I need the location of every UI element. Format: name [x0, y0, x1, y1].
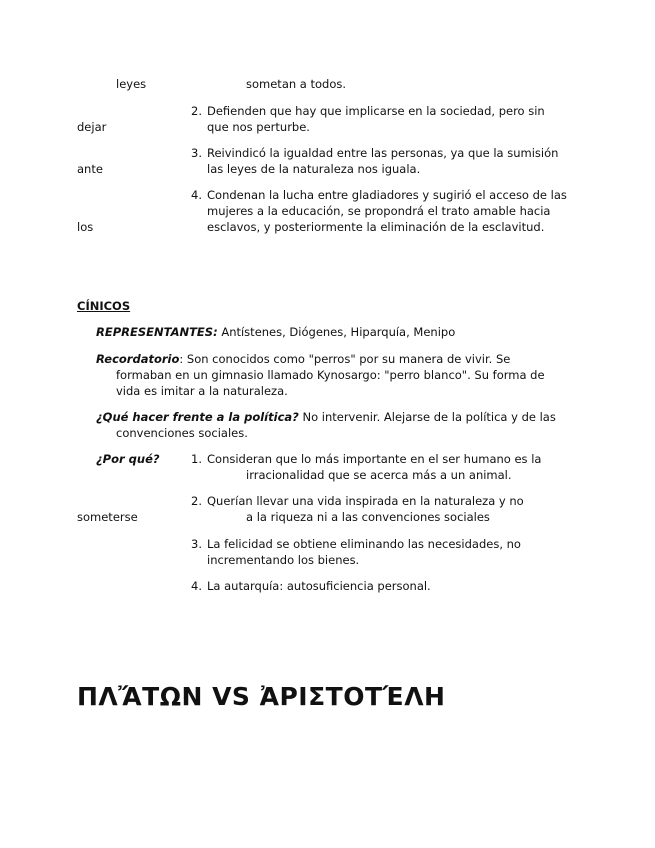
list-item-text: esclavos, y posteriormente la eliminación de la esclavitud. [207, 220, 545, 234]
list-item-text: Condenan la lucha entre gladiadores y sugirió el acceso de las [207, 188, 567, 202]
list-item-text: sometan a todos. [246, 77, 347, 91]
pregunta-line [96, 409, 556, 425]
list-item-text: Querían llevar una vida inspirada en la naturaleza y no [207, 494, 524, 508]
list-number: 2. [191, 494, 202, 508]
left-word: leyes [116, 77, 147, 91]
left-word: ante [77, 162, 103, 176]
page-title: ΠΛἌΤΩΝ VS ἈΡΙΣΤΟΤΈΛΗ [77, 682, 446, 711]
representantes-text: Antístenes, Diógenes, Hiparquía, Menipo [217, 325, 456, 339]
list-item-text: irracionalidad que se acerca más a un animal. [246, 468, 512, 482]
list-item-text: Consideran que lo más importante en el ser humano es la [207, 452, 542, 466]
list-number: 2. [191, 104, 202, 118]
representantes-label: REPRESENTANTES: [96, 325, 218, 339]
list-number: 1. [191, 452, 202, 466]
list-number: 4. [191, 188, 202, 202]
left-word: someterse [77, 510, 138, 524]
representantes-line [96, 324, 455, 340]
recordatorio-line [96, 351, 510, 367]
list-item-text: Reivindicó la igualdad entre las personas, ya que la sumisión [207, 146, 559, 160]
recordatorio-text: formaban en un gimnasio llamado Kynosargo: "perro blanco". Su forma de [116, 368, 545, 382]
list-item-text: incrementando los bienes. [207, 553, 360, 567]
list-item-text: La felicidad se obtiene eliminando las necesidades, no [207, 537, 521, 551]
pregunta-label: ¿Qué hacer frente a la política? [96, 410, 299, 424]
recordatorio-text: : Son conocidos como "perros" por su manera de vivir. Se [179, 352, 511, 366]
section-heading: CÍNICOS [77, 299, 131, 313]
recordatorio-label: Recordatorio [96, 352, 180, 366]
pregunta-text: convenciones sociales. [116, 426, 248, 440]
list-number: 4. [191, 579, 202, 593]
list-item-text: a la riqueza ni a las convenciones sociales [246, 510, 490, 524]
list-item-text: Defienden que hay que implicarse en la sociedad, pero sin [207, 104, 545, 118]
pregunta-text: No intervenir. Alejarse de la política y de las [298, 410, 556, 424]
list-item-text: que nos perturbe. [207, 120, 310, 134]
left-word: dejar [77, 120, 107, 134]
list-item-text: La autarquía: autosuficiencia personal. [207, 579, 431, 593]
recordatorio-text: vida es imitar a la naturaleza. [116, 384, 288, 398]
left-word: los [77, 220, 94, 234]
list-item-text: las leyes de la naturaleza nos iguala. [207, 162, 421, 176]
porque-label: ¿Por qué? [96, 452, 160, 466]
list-number: 3. [191, 537, 202, 551]
list-item-text: mujeres a la educación, se propondrá el trato amable hacia [207, 204, 551, 218]
list-number: 3. [191, 146, 202, 160]
